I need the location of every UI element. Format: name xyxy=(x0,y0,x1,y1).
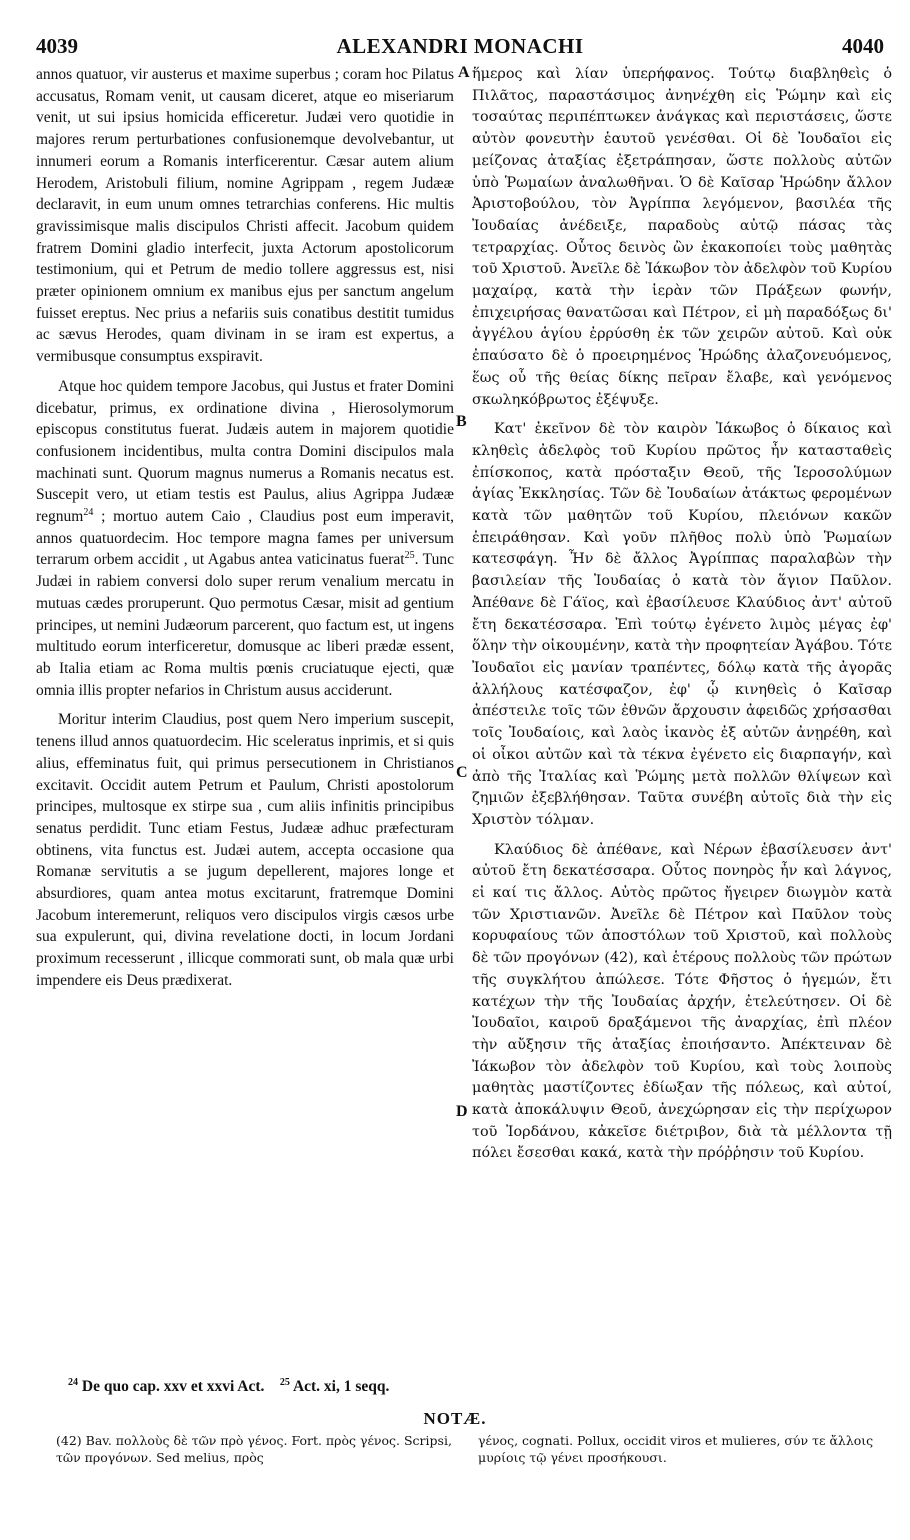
footnotes xyxy=(68,1378,888,1396)
page-number-right: 4040 xyxy=(842,34,884,58)
latin-paragraph-2-part-a: Atque hoc quidem tempore Jacobus, qui Justus et frater Domini dicebatur, primus, ex ordinatione divina , Hierosolymorum episcopus constitutus fuerat. Judæis autem in majorem quotidie confusionem incidentibus, multa contra Domini discipulos mala machinati sunt. Quorum magnus numerus a Romanis necatus est. Suscepit vero, ut etiam testis est Paulus, alius Agrippa Judææ regnum xyxy=(36,377,454,526)
latin-paragraph-2-part-b: ; mortuo autem Caio , Claudius post eum imperavit, annos quatuordecim. Hoc tempore magna fames per universum terrarum orbem accidit , ut Agabus antea vaticinatus fuerat xyxy=(36,508,454,569)
footnote-25-text: Act. xi, 1 seqq. xyxy=(289,1378,390,1395)
footnote-25-number: 25 xyxy=(279,1376,290,1388)
latin-paragraph-3: Moritur interim Claudius, post quem Nero imperium suscepit, tenens illud annos quatuordecim. Hic sceleratus inprimis, et si quis alius, effeminatus fuit, qui primus persecutionem in Christianos excitavit. Occidit autem Petrum et Paulum, Christi apostolorum principes, multosque ex stirpe sua , cum aliis infinitis principibus senatus perdidit. Tunc etiam Festus, Judææ adhuc præfecturam obtinens, vita functus est. Judæi autem, accepta occasione qua Romanæ servitutis a se jugum depellerent, majores longe et absurdiores, quam antea motus excitarunt, fratremque Domini Jacobum interemerunt, reliquos vero discipulos virgis cæsos urbe sua expulerunt, qui, divina revelatione docti, in locum Jordani proximum recesserunt , illicque commorati sunt, ob mala quæ urbi impendere eis Deus prædixerat. xyxy=(36,711,454,989)
notae-heading: NOTÆ. xyxy=(423,1409,487,1428)
margin-marker-d: D xyxy=(456,1103,468,1120)
margin-marker-a: A xyxy=(458,64,470,81)
notae-left-column: (42) Bav. πολλοὺς δὲ τῶν πρὸ γένος. Fort. πρὸς γένος. Scripsi, τῶν προγόνων. Sed melius, πρὸς xyxy=(56,1433,452,1465)
greek-paragraph-1: ἥμερος καὶ λίαν ὑπερήφανος. Τούτῳ διαβληθεὶς ὁ Πιλᾶτος, παραστάσιμος ἀνηνέχθη εἰς Ῥώμην καὶ εἰς τοσαύτας περιπέπτωκεν ἀνάγκας καὶ περιστάσεις, ὥστε αὐτὸν φονευτὴν ἑαυτοῦ γενέσθαι. Οἱ δὲ Ἰουδαῖοι εἰς μείζονας ἀταξίας ἐξετράπησαν, ὥστε πολλοὺς αὐτῶν ὑπὸ Ῥωμαίων ἀναλωθῆναι. Ὁ δὲ Καῖσαρ Ἡρώδην ἄλλον Ἀριστοβούλου, τὸν Ἀγρίππα λεγόμενον, βασιλέα τῆς Ἰουδαίας ἀνέδειξε, παραδοὺς αὐτῷ πάσας τὰς τετραρχίας. Οὗτος δεινὸς ὢν ἐκακοποίει τοὺς μαθητὰς τοῦ Χριστοῦ. Ἀνεῖλε δὲ Ἰάκωβον τὸν ἀδελφὸν τοῦ Κυρίου μαχαίρᾳ, κατὰ τὴν ἱερὰν τῶν Πράξεων φωνήν, ἐπιχειρήσας θανατῶσαι καὶ Πέτρον, εἰ μὴ παραδόξως δι' ἀγγέλου ἁγίου ἐρρύσθη ἐκ τῶν χειρῶν αὐτοῦ. Καὶ οὐκ ἐπαύσατο δὲ ὁ προειρημένος Ἡρώδης ἀλαζονευόμενος, ἕως οὗ τῆς θείας δίκης πεῖραν ἔλαβε, καὶ γενόμενος σκωληκόβρωτος ἐξέψυξε. xyxy=(472,66,892,408)
footnote-24-text: De quo cap. xxv et xxvi Act. xyxy=(78,1378,265,1395)
footnote-ref-24: 24 xyxy=(83,506,94,518)
page-number-left: 4039 xyxy=(36,34,78,58)
margin-marker-c: C xyxy=(456,764,468,781)
greek-column xyxy=(472,64,892,1165)
latin-column xyxy=(36,64,454,992)
page-title: ALEXANDRI MONACHI xyxy=(336,34,584,58)
margin-marker-b: B xyxy=(456,413,467,430)
greek-paragraph-2: Κατ' ἐκεῖνον δὲ τὸν καιρὸν Ἰάκωβος ὁ δίκαιος καὶ κληθεὶς ἀδελφὸς τοῦ Κυρίου πρῶτος ἦν κατασταθεὶς ἐπίσκοπος, κατὰ πρόσταξιν Θεοῦ, τῆς Ἱεροσολύμων ἁγίας Ἐκκλησίας. Τῶν δὲ Ἰουδαίων ἀτάκτως φερομένων κατὰ τῶν μαθητῶν τοῦ Κυρίου, πλειόνων κακῶν ἐπειράθησαν. Καὶ γοῦν πλῆθος πολὺ ὑπὸ Ῥωμαίων κατεσφάγη. Ἦν δὲ ἄλλος Ἀγρίππας παραλαβὼν τὴν βασιλείαν τῆς Ἰουδαίας ὁ κατὰ τὸν ἅγιον Παῦλον. Ἀπέθανε δὲ Γάϊος, καὶ ἐβασίλευσε Κλαύδιος ἀντ' αὐτοῦ ἔτη δεκατέσσαρα. Ἐπὶ τούτῳ ἐγένετο λιμὸς μέγας ἐφ' ὅλην τὴν οἰκουμένην, κατὰ τὴν προφητείαν Ἀγάβου. Τότε Ἰουδαῖοι εἰς μανίαν τραπέντες, δόλῳ κατὰ τῆς ἀγορᾶς ἀλλήλους κατέσφαζον, ἐφ' ᾧ κινηθεὶς ὁ Καῖσαρ ἀπέστειλε τοῖς τῶν ἐθνῶν ἄρχουσιν ἀφειδῶς χρήσασθαι τοῖς Ἰουδαίοις, καὶ λαὸς ἱκανὸς ἐξ αὐτῶν ἀνῃρέθη, καὶ οἱ οἶκοι αὐτῶν καὶ τὰ τέκνα ἐγένετο εἰς διαρπαγήν, καὶ ἀπὸ τῆς Ἰταλίας καὶ Ῥώμης μετὰ πολλῶν θλίψεων καὶ ζημιῶν ἐξεβλήθησαν. Ταῦτα συνέβη αὐτοῖς διὰ τὴν εἰς Χριστὸν τόλμαν. xyxy=(472,421,892,828)
latin-paragraph-1: annos quatuor, vir austerus et maxime superbus ; coram hoc Pilatus accusatus, Romam venit, ut causam diceret, atque eo miseriarum venit, ut sui ipsius homicida efficeretur. Judæi vero quotidie in majores rerum perturbationes confusionemque devolvebantur, ut innumeri eorum a Romanis interficerentur. Cæsar autem alium Herodem, Aristobuli filium, nomine Agrippam , regem Judææ declaravit, in eum unum omnes tetrarchias conferens. Hic multis gravissimisque malis discipulos Christi affecit. Jacobum quidem fratrem Domini gladio interfecit, juxta Actorum apostolicorum testimonium, qui et Petrum de medio tollere aggressus est, nisi præter opinionem omnium ex manibus ejus per sanctum angelum fuisset ereptus. Nec prius a nefariis suis conatibus destitit tumidus ac sævus Herodes, quam divinam in se iram est expertus, a vermibusque consumptus exspiravit. xyxy=(36,66,454,366)
footnote-24-number: 24 xyxy=(68,1376,78,1388)
latin-paragraph-2-part-c: . Tunc Judæi in rabiem conversi dolo super rerum venalium mercatu in mutuas cædes proruperunt. Quo permotus Cæsar, misit ad gentium principes, ut nemini Judæorum parcerent, quo factum est, ut ingens multitudo eorum interficeretur, domusque ac liberi prædæ essent, ab Italia etiam ac Roma multis pœnis cruciatuque ejecti, quæ omnia illis propter nefarios in Christum ausus acciderunt. xyxy=(36,551,454,699)
running-header xyxy=(36,34,884,60)
footnote-ref-25: 25 xyxy=(404,550,415,562)
notae-right-column: γένος, cognati. Pollux, occidit viros et mulieres, σύν τε ἄλλοις μυρίοις τῷ γένει προσήκουσι. xyxy=(478,1433,874,1465)
greek-paragraph-3: Κλαύδιος δὲ ἀπέθανε, καὶ Νέρων ἐβασίλευσεν ἀντ' αὐτοῦ ἔτη δεκατέσσαρα. Οὗτος πονηρὸς ἦν καὶ λάγνος, εἰ καί τις ἄλλος. Αὐτὸς πρῶτος ἤγειρεν διωγμὸν κατὰ τῶν Χριστιανῶν. Ἀνεῖλε δὲ Πέτρον καὶ Παῦλον τοὺς κορυφαίους τῶν ἀποστόλων τοῦ Χριστοῦ, καὶ πολλοὺς δὲ τῶν προγόνων (42), καὶ ἑτέρους πολλοὺς τῶν πρώτων τῆς συγκλήτου ἀπώλεσε. Τότε Φῆστος ὁ ἡγεμών, ἔτι κατέχων τὴν τῆς Ἰουδαίας ἀρχήν, ἐτελεύτησεν. Οἱ δὲ Ἰουδαῖοι, καιροῦ δραξάμενοι τῆς ἀναρχίας, ἐπὶ πλέον τὴν αὔξησιν τῆς ἀταξίας ἐποιήσαντο. Ἀπέκτειναν δὲ Ἰάκωβον τὸν ἀδελφὸν τοῦ Κυρίου, καὶ τοὺς λοιποὺς μαθητὰς μαστίζοντες ἐδίωξαν τῆς πόλεως, καὶ αὐτοί, κατὰ ἀποκάλυψιν Θεοῦ, ἀνεχώρησαν εἰς τὴν περίχωρον τοῦ Ἰορδάνου, κἀκεῖσε διέτριβον, διὰ τὰ μέλλοντα τῇ πόλει ἔσεσθαι κακά, κατὰ τὴν πρόῤῥησιν τοῦ Κυρίου. xyxy=(472,841,892,1162)
latin-paragraph-2 xyxy=(36,376,454,702)
